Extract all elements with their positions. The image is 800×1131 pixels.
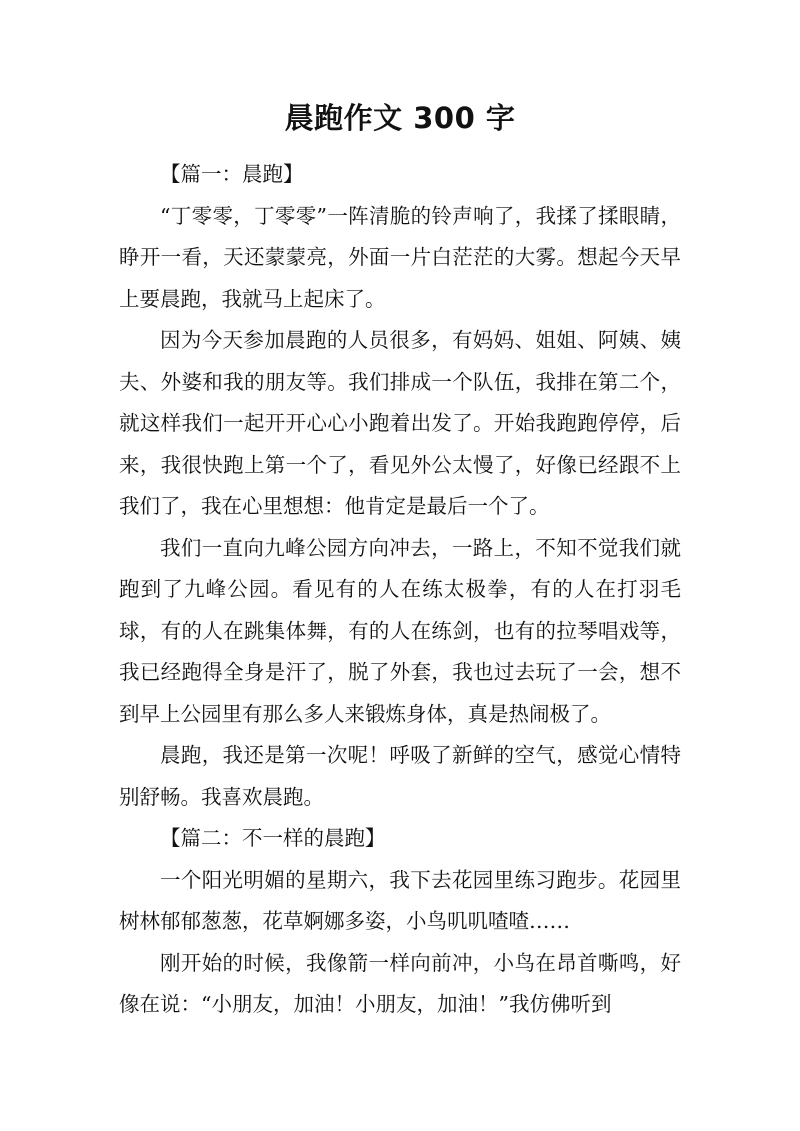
- paragraph: “丁零零，丁零零”一阵清脆的铃声响了，我揉了揉眼睛，睁开一看，天还蒙蒙亮，外面一片白茫茫的大雾。想起今天早上要晨跑，我就马上起床了。: [119, 203, 681, 311]
- section-heading-1: 【篇一：晨跑】: [160, 162, 304, 186]
- section-heading-2: 【篇二：不一样的晨跑】: [160, 826, 386, 850]
- paragraph: 晨跑，我还是第一次呢！呼吸了新鲜的空气，感觉心情特别舒畅。我喜欢晨跑。: [119, 743, 681, 809]
- paragraph: 刚开始的时候，我像箭一样向前冲，小鸟在昂首嘶鸣，好像在说：“小朋友，加油！小朋友，加油！”我仿佛听到: [119, 950, 681, 1016]
- paragraph: 一个阳光明媚的星期六，我下去花园里练习跑步。花园里树林郁郁葱葱，花草婀娜多姿，小鸟叽叽喳喳……: [119, 867, 681, 933]
- paragraph: 因为今天参加晨跑的人员很多，有妈妈、姐姐、阿姨、姨夫、外婆和我的朋友等。我们排成一个队伍，我排在第二个，就这样我们一起开开心心小跑着出发了。开始我跑跑停停，后来，我很快跑上第一个了，看见外公太慢了，好像已经跟不上我们了，我在心里想想：他肯定是最后一个了。: [119, 328, 681, 518]
- paragraph: 我们一直向九峰公园方向冲去，一路上，不知不觉我们就跑到了九峰公园。看见有的人在练太极拳，有的人在打羽毛球，有的人在跳集体舞，有的人在练剑，也有的拉琴唱戏等，我已经跑得全身是汗了，脱了外套，我也过去玩了一会，想不到早上公园里有那么多人来锻炼身体，真是热闹极了。: [119, 535, 681, 726]
- document-body: [119, 154, 681, 1026]
- document-title: 晨跑作文 300 字: [284, 101, 516, 135]
